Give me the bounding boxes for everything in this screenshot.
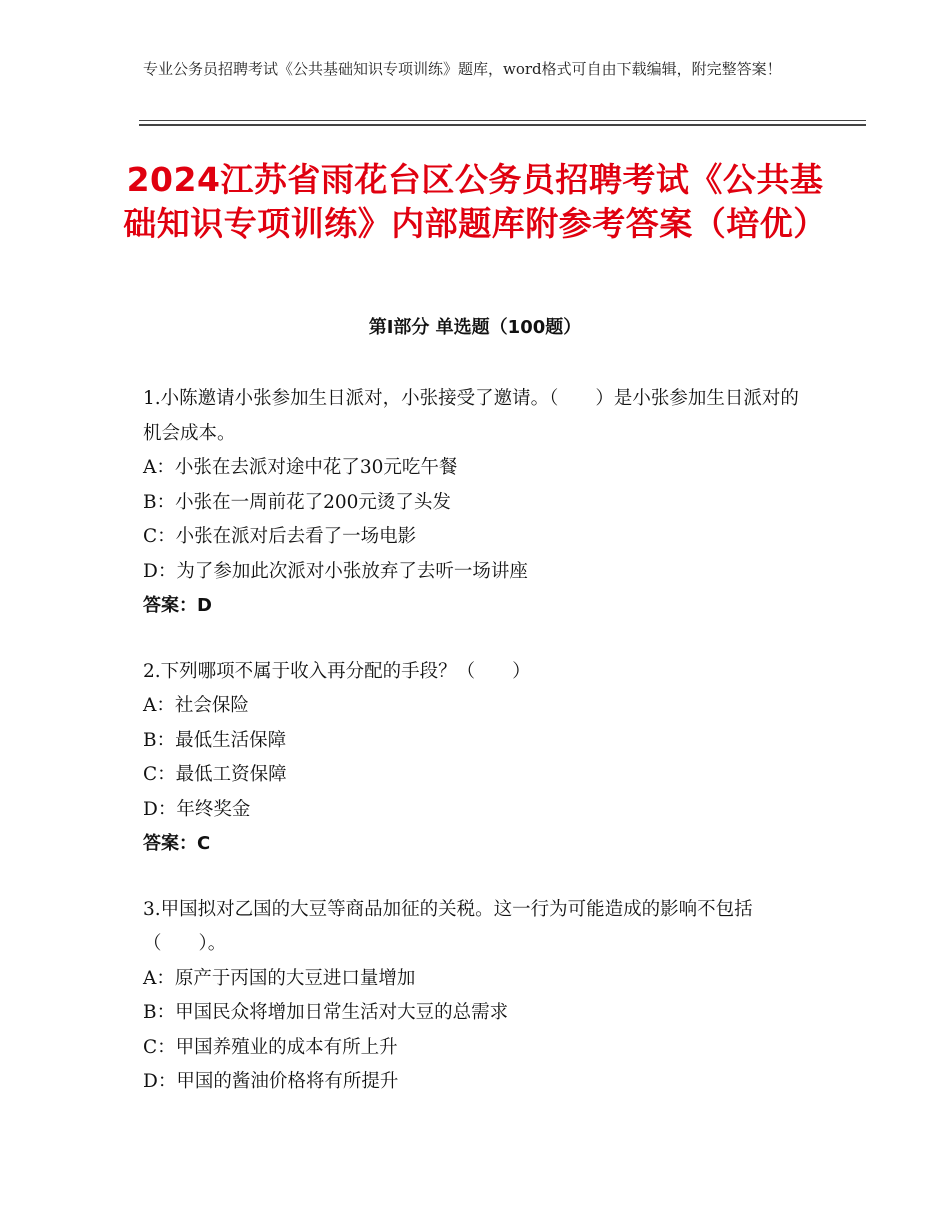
question-stem: 3.甲国拟对乙国的大豆等商品加征的关税。这一行为可能造成的影响不包括（ ）。 [143, 898, 753, 954]
option-a: A：原产于丙国的大豆进口量增加 [143, 967, 416, 989]
question-list [143, 382, 808, 1131]
option-c: C：小张在派对后去看了一场电影 [143, 526, 417, 547]
option-c: C：甲国养殖业的成本有所上升 [143, 1036, 398, 1058]
question-item [143, 655, 808, 862]
answer-line: 答案：C [143, 833, 211, 854]
answer-line: 答案：D [143, 595, 212, 616]
option-c: C：最低工资保障 [143, 764, 287, 785]
option-b: B：甲国民众将增加日常生活对大豆的总需求 [143, 1002, 509, 1023]
question-stem: 1.小陈邀请小张参加生日派对，小张接受了邀请。（ ）是小张参加生日派对的机会成本。 [143, 388, 799, 444]
header-rule-thin [139, 120, 866, 121]
option-a: A：小张在去派对途中花了30元吃午餐 [143, 457, 458, 478]
option-d: D：为了参加此次派对小张放弃了去听一场讲座 [143, 560, 528, 582]
option-a: A：社会保险 [143, 695, 249, 716]
document-title: 2024江苏省雨花台区公务员招聘考试《公共基础知识专项训练》内部题库附参考答案（培优） [123, 160, 827, 243]
option-b: B：小张在一周前花了200元烫了头发 [143, 491, 451, 513]
question-stem: 2.下列哪项不属于收入再分配的手段？（ ） [143, 660, 531, 682]
section-title: 第Ⅰ部分 单选题（100题） [368, 317, 582, 338]
option-b: B：最低生活保障 [143, 729, 287, 751]
option-d: D：甲国的酱油价格将有所提升 [143, 1071, 399, 1092]
header-rule-thick [139, 124, 866, 126]
question-item [143, 382, 808, 624]
question-item [143, 893, 808, 1100]
header-note: 专业公务员招聘考试《公共基础知识专项训练》题库，word格式可自由下载编辑，附完整答案！ [143, 60, 782, 78]
option-d: D：年终奖金 [143, 798, 251, 820]
